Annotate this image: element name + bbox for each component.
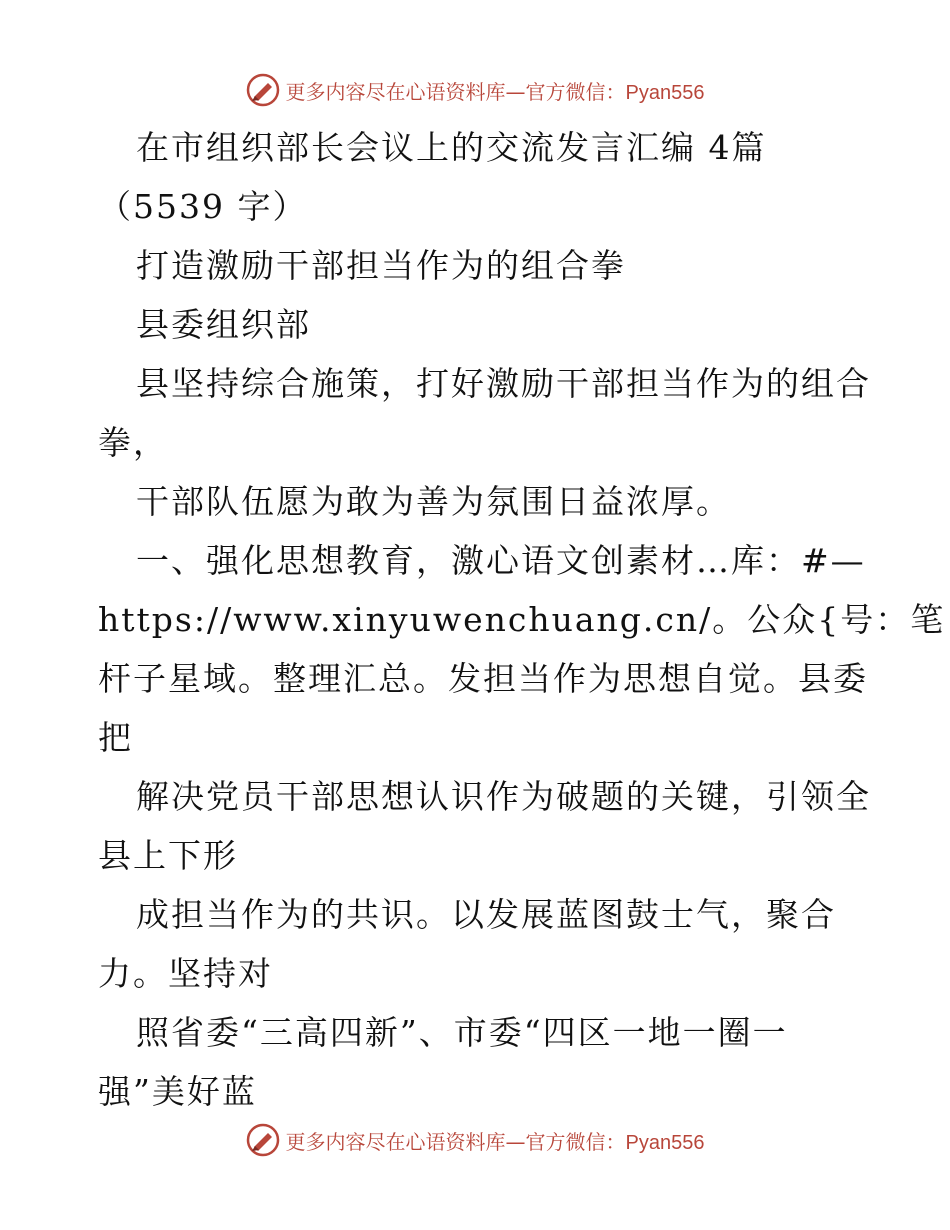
section-heading: 一、强化思想教育，激心语文创素材…库：#— (136, 541, 866, 580)
paragraph-line: 成担当作为的共识。以发展蓝图鼓士气，聚合 (136, 895, 836, 934)
footer-banner (0, 1120, 950, 1160)
paragraph-line: 拳， (98, 423, 168, 462)
article-author: 县委组织部 (136, 305, 311, 344)
header-banner-wechat: 官方微信：Pyan556 (525, 81, 705, 104)
pen-logo-icon (246, 1123, 280, 1157)
header-banner-text: 更多内容尽在心语资料库— (285, 79, 526, 104)
document-title-count: （5539 字） (98, 187, 308, 226)
article-title: 打造激励干部担当作为的组合拳 (136, 246, 626, 285)
document-title: 在市组织部长会议上的交流发言汇编 4篇 (136, 128, 767, 167)
paragraph-line: 解决党员干部思想认识作为破题的关键，引领全 (136, 777, 871, 816)
paragraph-line: 县坚持综合施策，打好激励干部担当作为的组合 (136, 364, 871, 403)
paragraph-line: https://www.xinyuwenchuang.cn/。公众{号：笔 (98, 600, 946, 639)
footer-banner-wechat: 官方微信：Pyan556 (525, 1131, 705, 1154)
paragraph-line: 力。坚持对 (98, 954, 273, 993)
document-body (98, 118, 946, 1121)
pen-logo-icon (246, 73, 280, 107)
header-banner (0, 70, 950, 110)
paragraph-line: 杆子星域。整理汇总。发担当作为思想自觉。县委 (98, 659, 868, 698)
paragraph-line: 照省委“三高四新”、市委“四区一地一圈一 (136, 1013, 788, 1052)
paragraph-line: 强”美好蓝 (98, 1072, 257, 1111)
paragraph-line: 县上下形 (98, 836, 238, 875)
footer-banner-text: 更多内容尽在心语资料库— (285, 1129, 526, 1154)
paragraph-line: 把 (98, 718, 133, 757)
paragraph-line: 干部队伍愿为敢为善为氛围日益浓厚。 (136, 482, 731, 521)
